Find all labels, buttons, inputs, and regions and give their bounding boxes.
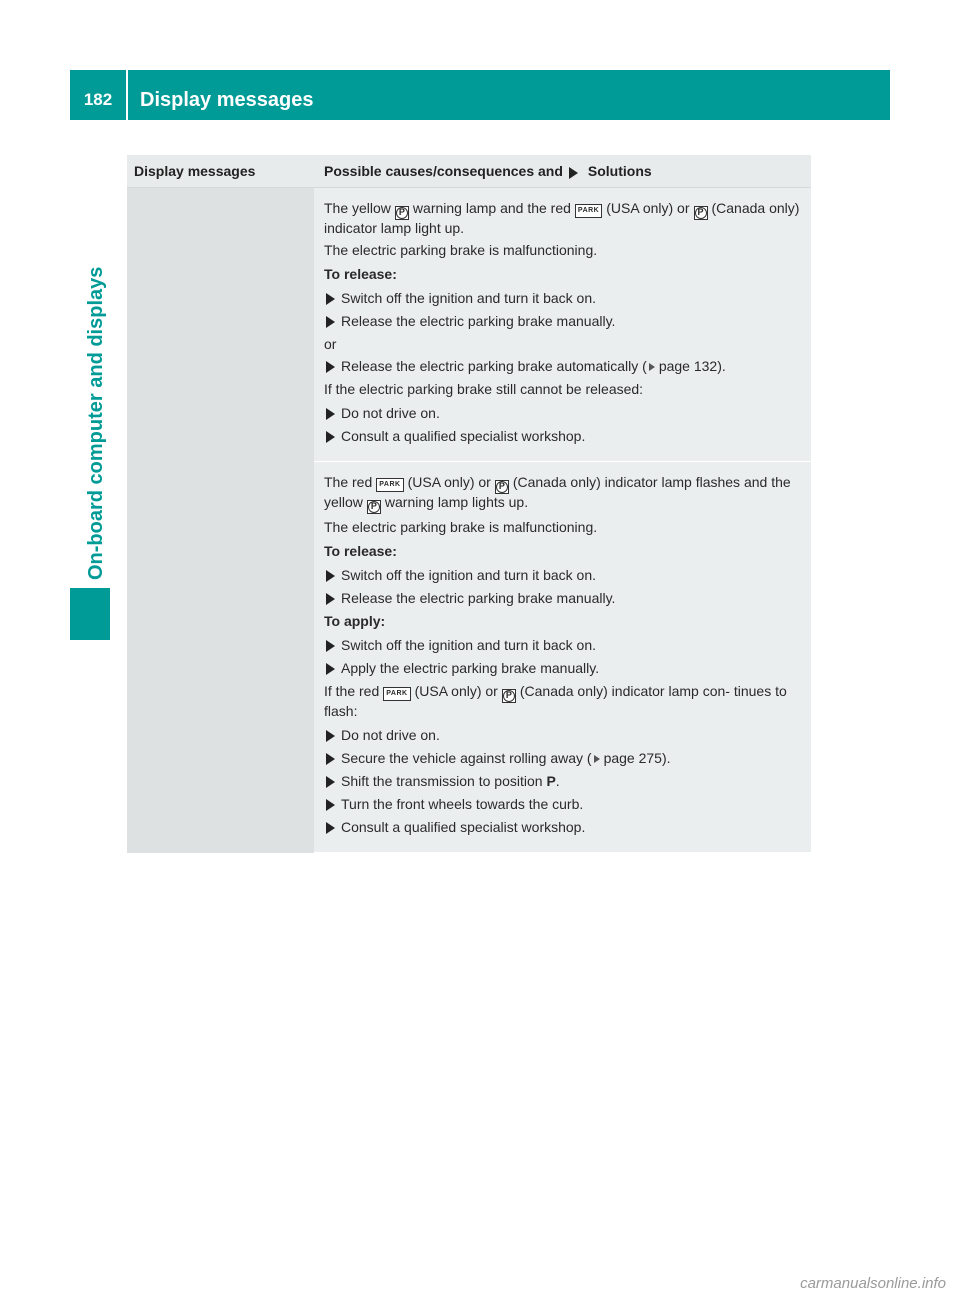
condition-text: The red PARK (USA only) or P (Canada only) indicator lamp flashes and the yellow P warning lamp lights up. (324, 474, 803, 514)
column-header-solutions-suffix: Solutions (587, 163, 652, 179)
park-indicator-icon: PARK (376, 478, 403, 492)
brake-warning-icon: P (694, 206, 708, 220)
action-arrow-icon (326, 408, 335, 420)
solutions-cell (314, 188, 811, 853)
action-arrow-icon (326, 431, 335, 443)
condition-text: The yellow P warning lamp and the red PARK (USA only) or P (Canada only) indicator lamp light up. (324, 200, 800, 236)
step-item: Release the electric parking brake manually. (324, 313, 803, 330)
apply-heading: To apply: (324, 613, 386, 629)
messages-table (127, 155, 811, 853)
column-header-solutions (314, 155, 811, 187)
section-tab-marker (70, 588, 110, 640)
step-item: Switch off the ignition and turn it back on. (324, 290, 803, 307)
action-arrow-icon (326, 799, 335, 811)
malfunction-text: The electric parking brake is malfunctioning. (324, 519, 598, 535)
or-text: or (324, 336, 337, 352)
park-indicator-icon: PARK (383, 687, 410, 701)
action-arrow-icon (326, 822, 335, 834)
brake-warning-icon: P (367, 500, 381, 514)
step-item: Switch off the ignition and turn it back on. (324, 637, 803, 654)
table-header (127, 155, 811, 188)
brake-warning-icon: P (495, 480, 509, 494)
table-body (127, 188, 811, 853)
solution-block-2 (314, 462, 811, 853)
action-arrow-icon (326, 753, 335, 765)
action-arrow-icon (326, 776, 335, 788)
step-item: Do not drive on. (324, 405, 803, 422)
column-header-solutions-prefix: Possible causes/consequences and (324, 163, 563, 179)
step-item: Apply the electric parking brake manually. (324, 660, 803, 677)
step-item: Consult a qualified specialist workshop. (324, 819, 803, 836)
section-tab-label: On-board computer and displays (85, 266, 107, 580)
solution-block-1 (314, 188, 811, 462)
column-header-display-messages: Display messages (134, 163, 256, 179)
step-item: Switch off the ignition and turn it back on. (324, 567, 803, 584)
step-item: Shift the transmission to position P. (324, 773, 803, 790)
action-arrow-icon (326, 640, 335, 652)
page-number: 182 (83, 90, 113, 109)
step-item: Turn the front wheels towards the curb. (324, 796, 803, 813)
step-item: Secure the vehicle against rolling away ( page 275). (324, 750, 803, 767)
brake-warning-icon: P (502, 689, 516, 703)
display-message-cell (127, 188, 314, 853)
continues-text: If the red PARK (USA only) or P (Canada only) indicator lamp con- tinues to flash: (324, 683, 787, 719)
step-item: Do not drive on. (324, 727, 803, 744)
action-arrow-icon (326, 361, 335, 373)
page-title: Display messages (140, 89, 314, 111)
page-reference-icon (649, 363, 655, 371)
page-reference-icon (594, 755, 600, 763)
action-arrow-icon (326, 663, 335, 675)
step-item: Release the electric parking brake automatically ( page 132). (324, 358, 803, 375)
watermark: carmanualsonline.info (800, 1275, 946, 1292)
action-arrow-icon (326, 730, 335, 742)
action-arrow-icon (326, 293, 335, 305)
action-arrow-icon (569, 167, 578, 179)
action-arrow-icon (326, 316, 335, 328)
release-heading: To release: (324, 266, 397, 282)
park-indicator-icon: PARK (575, 204, 602, 218)
brake-warning-icon: P (395, 206, 409, 220)
step-item: Release the electric parking brake manually. (324, 590, 803, 607)
step-item: Consult a qualified specialist workshop. (324, 428, 803, 445)
header-bar (70, 70, 890, 120)
action-arrow-icon (326, 570, 335, 582)
malfunction-text: The electric parking brake is malfunctioning. (324, 242, 598, 258)
release-heading: To release: (324, 543, 397, 559)
header-divider (126, 70, 128, 120)
action-arrow-icon (326, 593, 335, 605)
still-text: If the electric parking brake still cannot be released: (324, 381, 644, 397)
